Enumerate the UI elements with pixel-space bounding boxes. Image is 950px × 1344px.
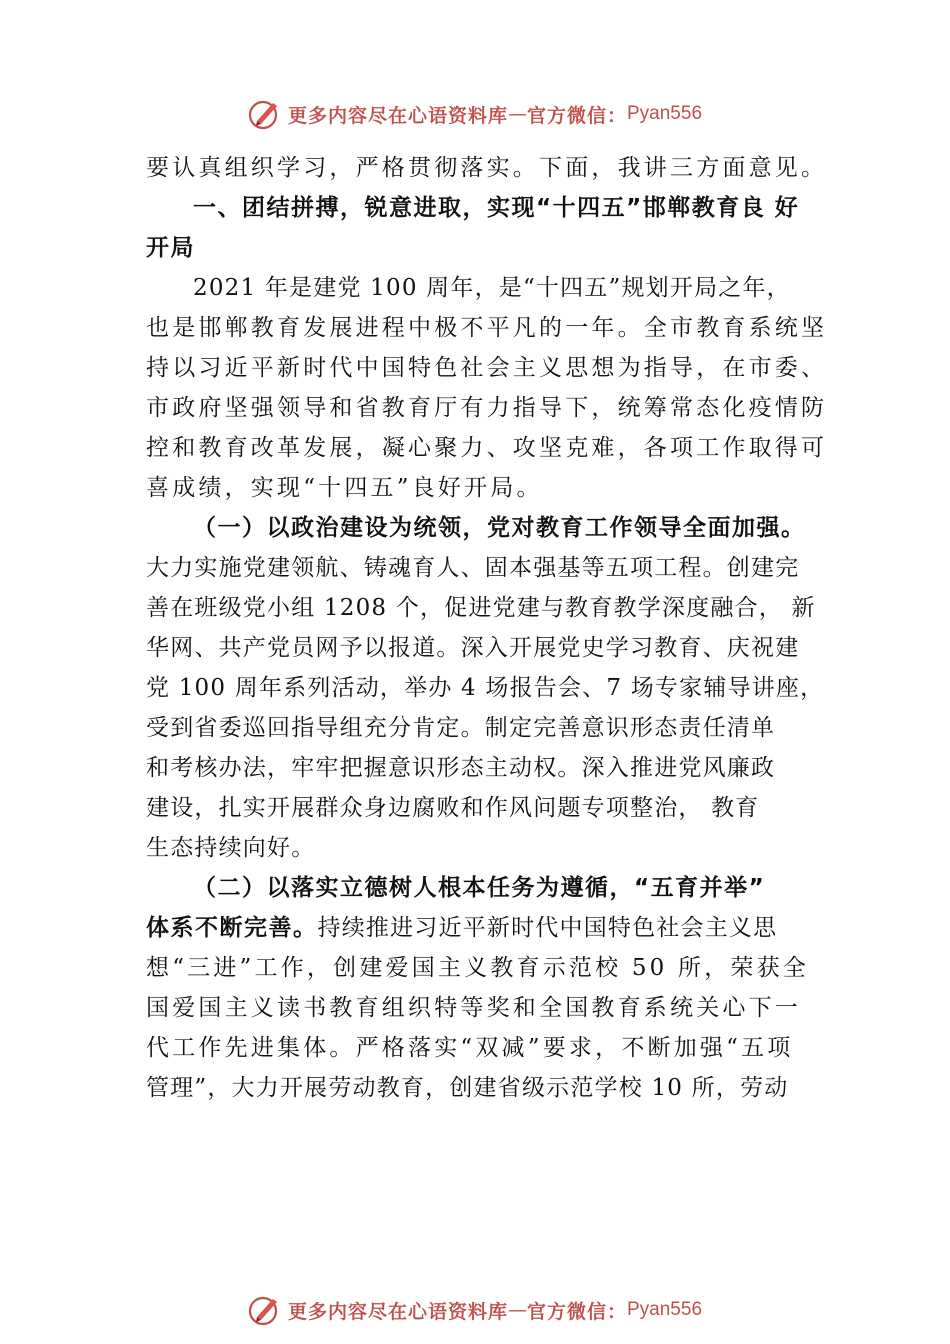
- section-heading-cont: 开局: [146, 235, 195, 261]
- header-watermark: [0, 94, 950, 134]
- paragraph-line: 党 100 周年系列活动，举办 4 场报告会、7 场专家辅导讲座，: [146, 675, 825, 701]
- watermark-text: 更多内容尽在心语资料库: [287, 104, 508, 127]
- watermark-label: 官方微信：: [526, 104, 627, 127]
- paragraph-line: 想“三进”工作，创建爱国主义教育示范校 50 所，荣获全: [146, 955, 810, 981]
- paragraph-text: 持续推进习近平新时代中国特色社会主义思: [317, 915, 778, 941]
- watermark-id: Pyan556: [627, 1299, 703, 1320]
- paragraph-line: 华网、共产党员网予以报道。深入开展党史学习教育、庆祝建: [146, 635, 800, 661]
- paragraph-line: 代工作先进集体。严格落实“双减”要求，不断加强“五项: [146, 1035, 794, 1061]
- paragraph-line: 也是邯郸教育发展进程中极不平凡的一年。全市教育系统坚: [146, 315, 828, 341]
- document-body: [146, 148, 828, 1108]
- pen-logo-icon: [248, 1293, 282, 1327]
- paragraph-line: 和考核办法，牢牢把握意识形态主动权。深入推进党风廉政: [146, 755, 776, 781]
- subsection-heading: （一）以政治建设为统领，党对教育工作领导全面加强。: [193, 515, 806, 541]
- footer-watermark: [0, 1290, 950, 1330]
- paragraph-line: 生态持续向好。: [146, 835, 316, 861]
- watermark-label: 官方微信：: [526, 1300, 627, 1323]
- paragraph-line: 建设，扎实开展群众身边腐败和作风问题专项整治， 教育: [146, 795, 760, 821]
- pen-logo-icon: [248, 97, 282, 131]
- paragraph-line: 大力实施党建领航、铸魂育人、固本强基等五项工程。创建完: [146, 555, 800, 581]
- section-heading: 一、团结拼搏，锐意进取，实现“十四五”邯郸教育良 好: [193, 195, 800, 221]
- paragraph-line: 2021 年是建党 100 周年，是“十四五”规划开局之年，: [193, 275, 791, 301]
- paragraph-line: 善在班级党小组 1208 个，促进党建与教育教学深度融合， 新: [146, 595, 816, 621]
- paragraph-line: 控和教育改革发展，凝心聚力、攻坚克难，各项工作取得可: [146, 435, 828, 461]
- watermark-dash: —: [507, 1299, 527, 1321]
- body-line: 要认真组织学习，严格贯彻落实。下面，我讲三方面意见。: [146, 155, 828, 181]
- paragraph-line: 持以习近平新时代中国特色社会主义思想为指导，在市委、: [146, 355, 828, 381]
- subsection-heading-cont: 体系不断完善。: [146, 915, 318, 941]
- paragraph-line: [146, 908, 818, 948]
- watermark-dash: —: [507, 103, 527, 125]
- paragraph-line: 管理”，大力开展劳动教育，创建省级示范学校 10 所，劳动: [146, 1075, 789, 1101]
- watermark-text: 更多内容尽在心语资料库: [287, 1300, 508, 1323]
- paragraph-line: 受到省委巡回指导组充分肯定。制定完善意识形态责任清单: [146, 715, 776, 741]
- paragraph-line: 喜成绩，实现“十四五”良好开局。: [146, 475, 543, 501]
- watermark-id: Pyan556: [627, 103, 703, 124]
- paragraph-line: 市政府坚强领导和省教育厅有力指导下，统筹常态化疫情防: [146, 395, 828, 421]
- paragraph-line: 国爱国主义读书教育组织特等奖和全国教育系统关心下一: [146, 995, 801, 1021]
- subsection-heading: （二）以落实立德树人根本任务为遵循，“五育并举”: [193, 875, 766, 901]
